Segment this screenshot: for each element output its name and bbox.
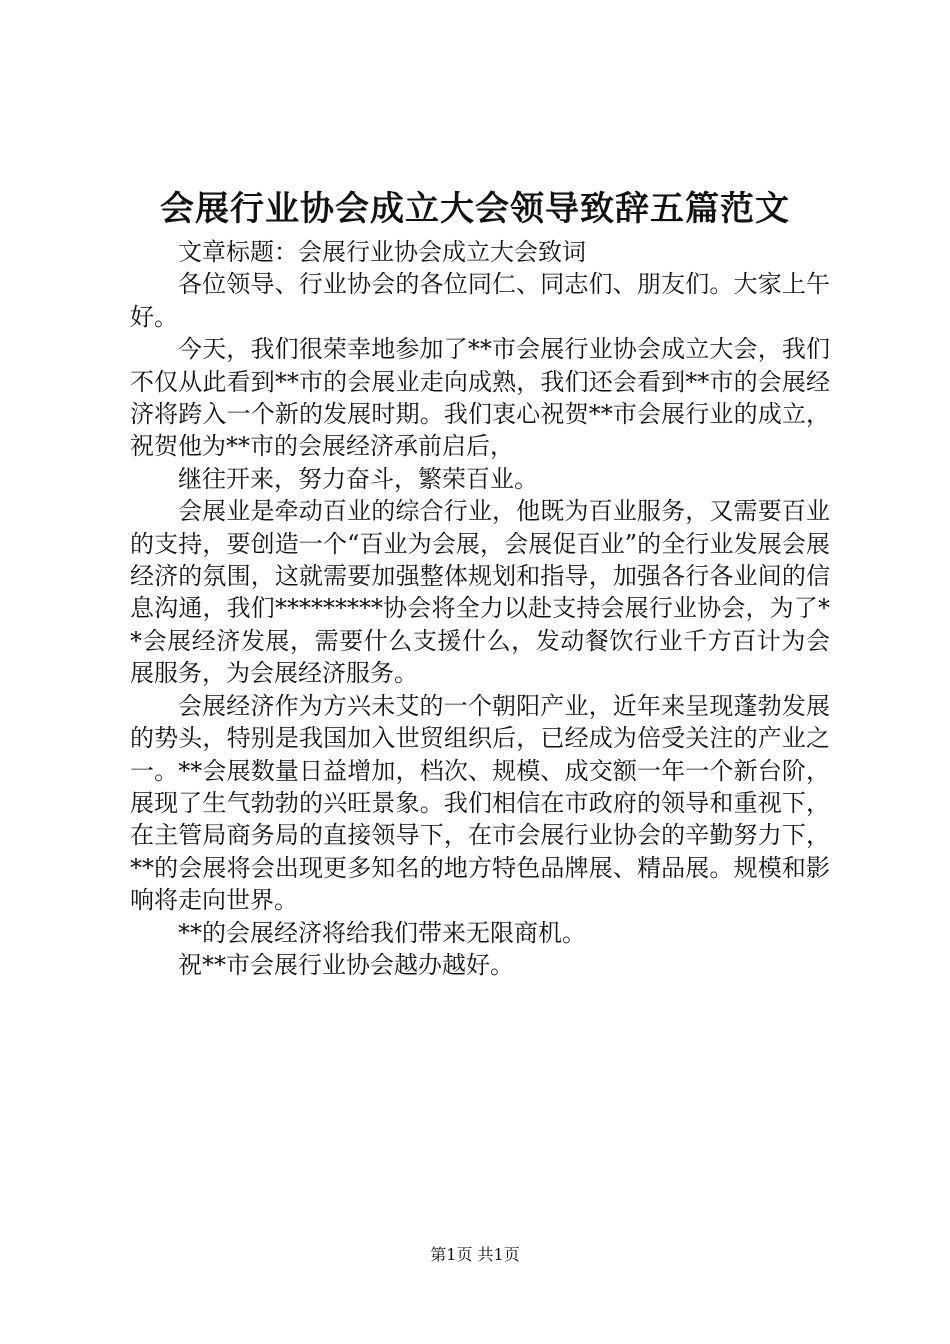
page-number-footer: 第1页 共1页 — [430, 1245, 520, 1264]
body-paragraph: 会展经济作为方兴未艾的一个朝阳产业，近年来呈现蓬勃发展的势头，特别是我国加入世贸组织后，已经成为倍受关注的产业之一。**会展数量日益增加，档次、规模、成交额一年一个新台阶，展现了生气勃勃的兴旺景象。我们相信在市政府的领导和重视下，在主管局商务局的直接领导下，在市会展行业协会的辛勤努力下，**的会展将会出现更多知名的地方特色品牌展、精品展。规模和影响将走向世界。 — [130, 691, 830, 915]
document-body — [130, 236, 830, 981]
body-paragraph: 继往开来，努力奋斗，繁荣百业。 — [178, 464, 538, 493]
greeting-paragraph: 各位领导、行业协会的各位同仁、同志们、朋友们。大家上午好。 — [130, 270, 830, 331]
body-paragraph: 今天，我们很荣幸地参加了**市会展行业协会成立大会，我们不仅从此看到**市的会展业走向成熟，我们还会看到**市的会展经济将跨入一个新的发展时期。我们衷心祝贺**市会展行业的成立，祝贺他为**市的会展经济承前启后， — [130, 335, 830, 461]
body-paragraph: 会展业是牵动百业的综合行业，他既为百业服务，又需要百业的支持，要创造一个“百业为会展，会展促百业”的全行业发展会展经济的氛围，这就需要加强整体规划和指导，加强各行各业间的信息沟通，我们*********协会将全力以赴支持会展行业协会，为了**会展经济发展，需要什么支援什么，发动餐饮行业千方百计为会展服务，为会展经济服务。 — [130, 497, 830, 688]
closing-paragraph: 祝**市会展行业协会越办越好。 — [178, 950, 514, 979]
article-heading-line: 文章标题：会展行业协会成立大会致词 — [178, 238, 586, 266]
body-paragraph: **的会展经济将给我们带来无限商机。 — [178, 918, 586, 947]
document-title: 会展行业协会成立大会领导致辞五篇范文 — [160, 189, 790, 229]
